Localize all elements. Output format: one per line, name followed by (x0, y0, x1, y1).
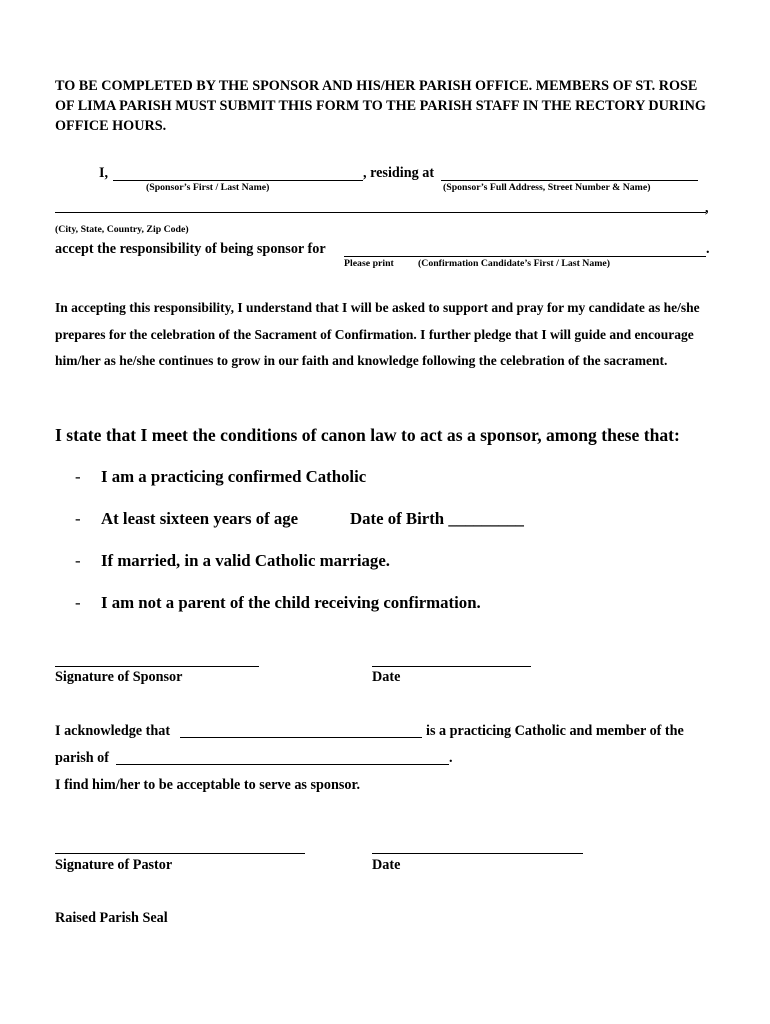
acknowledge-label: I acknowledge that (55, 723, 171, 739)
bullet-dash: - (75, 467, 81, 486)
condition-text: I am not a parent of the child receiving confirmation. (101, 593, 481, 612)
condition-text: At least sixteen years of age (101, 509, 299, 528)
condition-text: I am a practicing confirmed Catholic (101, 467, 367, 486)
signature-of-pastor-label: Signature of Pastor (55, 857, 173, 873)
bullet-dash: - (75, 509, 81, 528)
pastor-date-field[interactable] (372, 853, 583, 854)
sponsor-date-label: Date (372, 669, 401, 685)
signature-of-sponsor-label: Signature of Sponsor (55, 669, 183, 685)
responsibility-paragraph: In accepting this responsibility, I understand that I will be asked to support and pray for my candidate as he/she prepares for the celebration of the Sacrament of Confirmation. I further pledge that I will guide and encourage him/her as he/she continues to grow in our faith and knowledge following the celebration of the sacrament. (55, 300, 700, 368)
parish-period: . (449, 750, 453, 766)
condition-marriage (55, 551, 390, 571)
pastor-date-label: Date (372, 857, 401, 873)
condition-confirmed-catholic (55, 467, 366, 487)
condition-not-parent (55, 593, 481, 613)
acceptable-statement: I find him/her to be acceptable to serve as sponsor. (55, 777, 361, 793)
acknowledge-suffix: is a practicing Catholic and member of the (426, 723, 684, 739)
city-comma: , (705, 200, 709, 216)
sponsor-name-caption: (Sponsor’s First / Last Name) (146, 182, 270, 193)
sponsor-name-field[interactable] (113, 180, 363, 181)
sponsor-i-label: I, (99, 165, 109, 181)
accept-period: . (706, 241, 710, 257)
candidate-name-field[interactable] (344, 256, 706, 257)
pastor-signature-field[interactable] (55, 853, 305, 854)
city-caption: (City, State, Country, Zip Code) (55, 224, 189, 235)
raised-parish-seal-label: Raised Parish Seal (55, 910, 168, 926)
sponsor-address-field[interactable] (441, 180, 698, 181)
parish-field[interactable] (116, 764, 449, 765)
form-header: TO BE COMPLETED BY THE SPONSOR AND HIS/HER PARISH OFFICE. MEMBERS OF ST. ROSE OF LIMA PARISH MUST SUBMIT THIS FORM TO THE PARISH STAFF IN THE RECTORY DURING OFFICE HOURS. (55, 78, 706, 134)
residing-at-label: , residing at (363, 165, 435, 181)
city-field[interactable] (55, 212, 706, 213)
parish-of-label: parish of (55, 750, 109, 766)
bullet-dash: - (75, 551, 81, 570)
sponsor-date-field[interactable] (372, 666, 531, 667)
acknowledged-sponsor-field[interactable] (180, 737, 422, 738)
condition-age (55, 509, 298, 529)
candidate-caption: (Confirmation Candidate’s First / Last Name) (418, 258, 611, 269)
accept-label: accept the responsibility of being sponsor for (55, 241, 326, 257)
sponsor-address-caption: (Sponsor’s Full Address, Street Number & Name) (443, 182, 651, 193)
bullet-dash: - (75, 593, 81, 612)
date-of-birth-field[interactable]: Date of Birth _________ (350, 509, 524, 528)
canon-law-statement: I state that I meet the conditions of canon law to act as a sponsor, among these that: (55, 425, 680, 445)
condition-text: If married, in a valid Catholic marriage. (101, 551, 390, 570)
please-print-caption: Please print (344, 258, 394, 269)
sponsor-signature-field[interactable] (55, 666, 259, 667)
